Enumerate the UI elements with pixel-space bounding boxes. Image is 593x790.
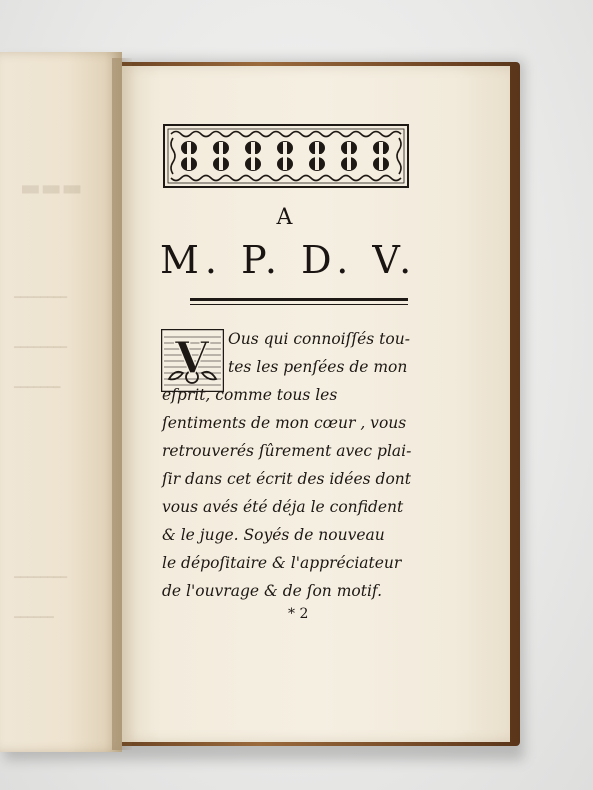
text-line: vous avés été déja le confident xyxy=(162,498,404,516)
text-line: eſprit, comme tous les xyxy=(162,386,338,404)
show-through-text: ━━━━━━━━ xyxy=(14,341,67,354)
left-page xyxy=(0,52,122,752)
text-line: & le juge. Soyés de nouveau xyxy=(162,526,385,544)
show-through-text: ━━━━━━ xyxy=(14,611,54,624)
text-line: tes les penſées de mon xyxy=(228,358,408,376)
dedication-heading: M. P. D. V. xyxy=(160,238,418,282)
text-line: ſir dans cet écrit des idées dont xyxy=(162,470,411,488)
dropcap-letter: V xyxy=(174,333,210,384)
double-rule-divider xyxy=(190,298,408,303)
decorated-dropcap-icon xyxy=(161,329,224,392)
text-line: le dépoſitaire & l'appréciateur xyxy=(162,554,402,572)
show-through-text: ━━━━━━━ xyxy=(14,381,61,394)
show-through-text: ━━━━━━━━ xyxy=(14,571,67,584)
show-through-text: ━━━━━━━━ xyxy=(14,291,67,304)
dedication-heading-a: A xyxy=(276,205,294,230)
show-through-text: ▬▬▬ xyxy=(20,176,83,201)
text-line: ſentiments de mon cœur , vous xyxy=(162,414,407,432)
text-line: Ous qui connoiſſés tou- xyxy=(228,330,410,348)
text-line: retrouverés ſûrement avec plai- xyxy=(162,442,412,460)
text-line: de l'ouvrage & de ſon motif. xyxy=(162,582,383,600)
signature-mark: * 2 xyxy=(288,606,309,622)
ornament-headpiece-icon xyxy=(163,124,409,188)
